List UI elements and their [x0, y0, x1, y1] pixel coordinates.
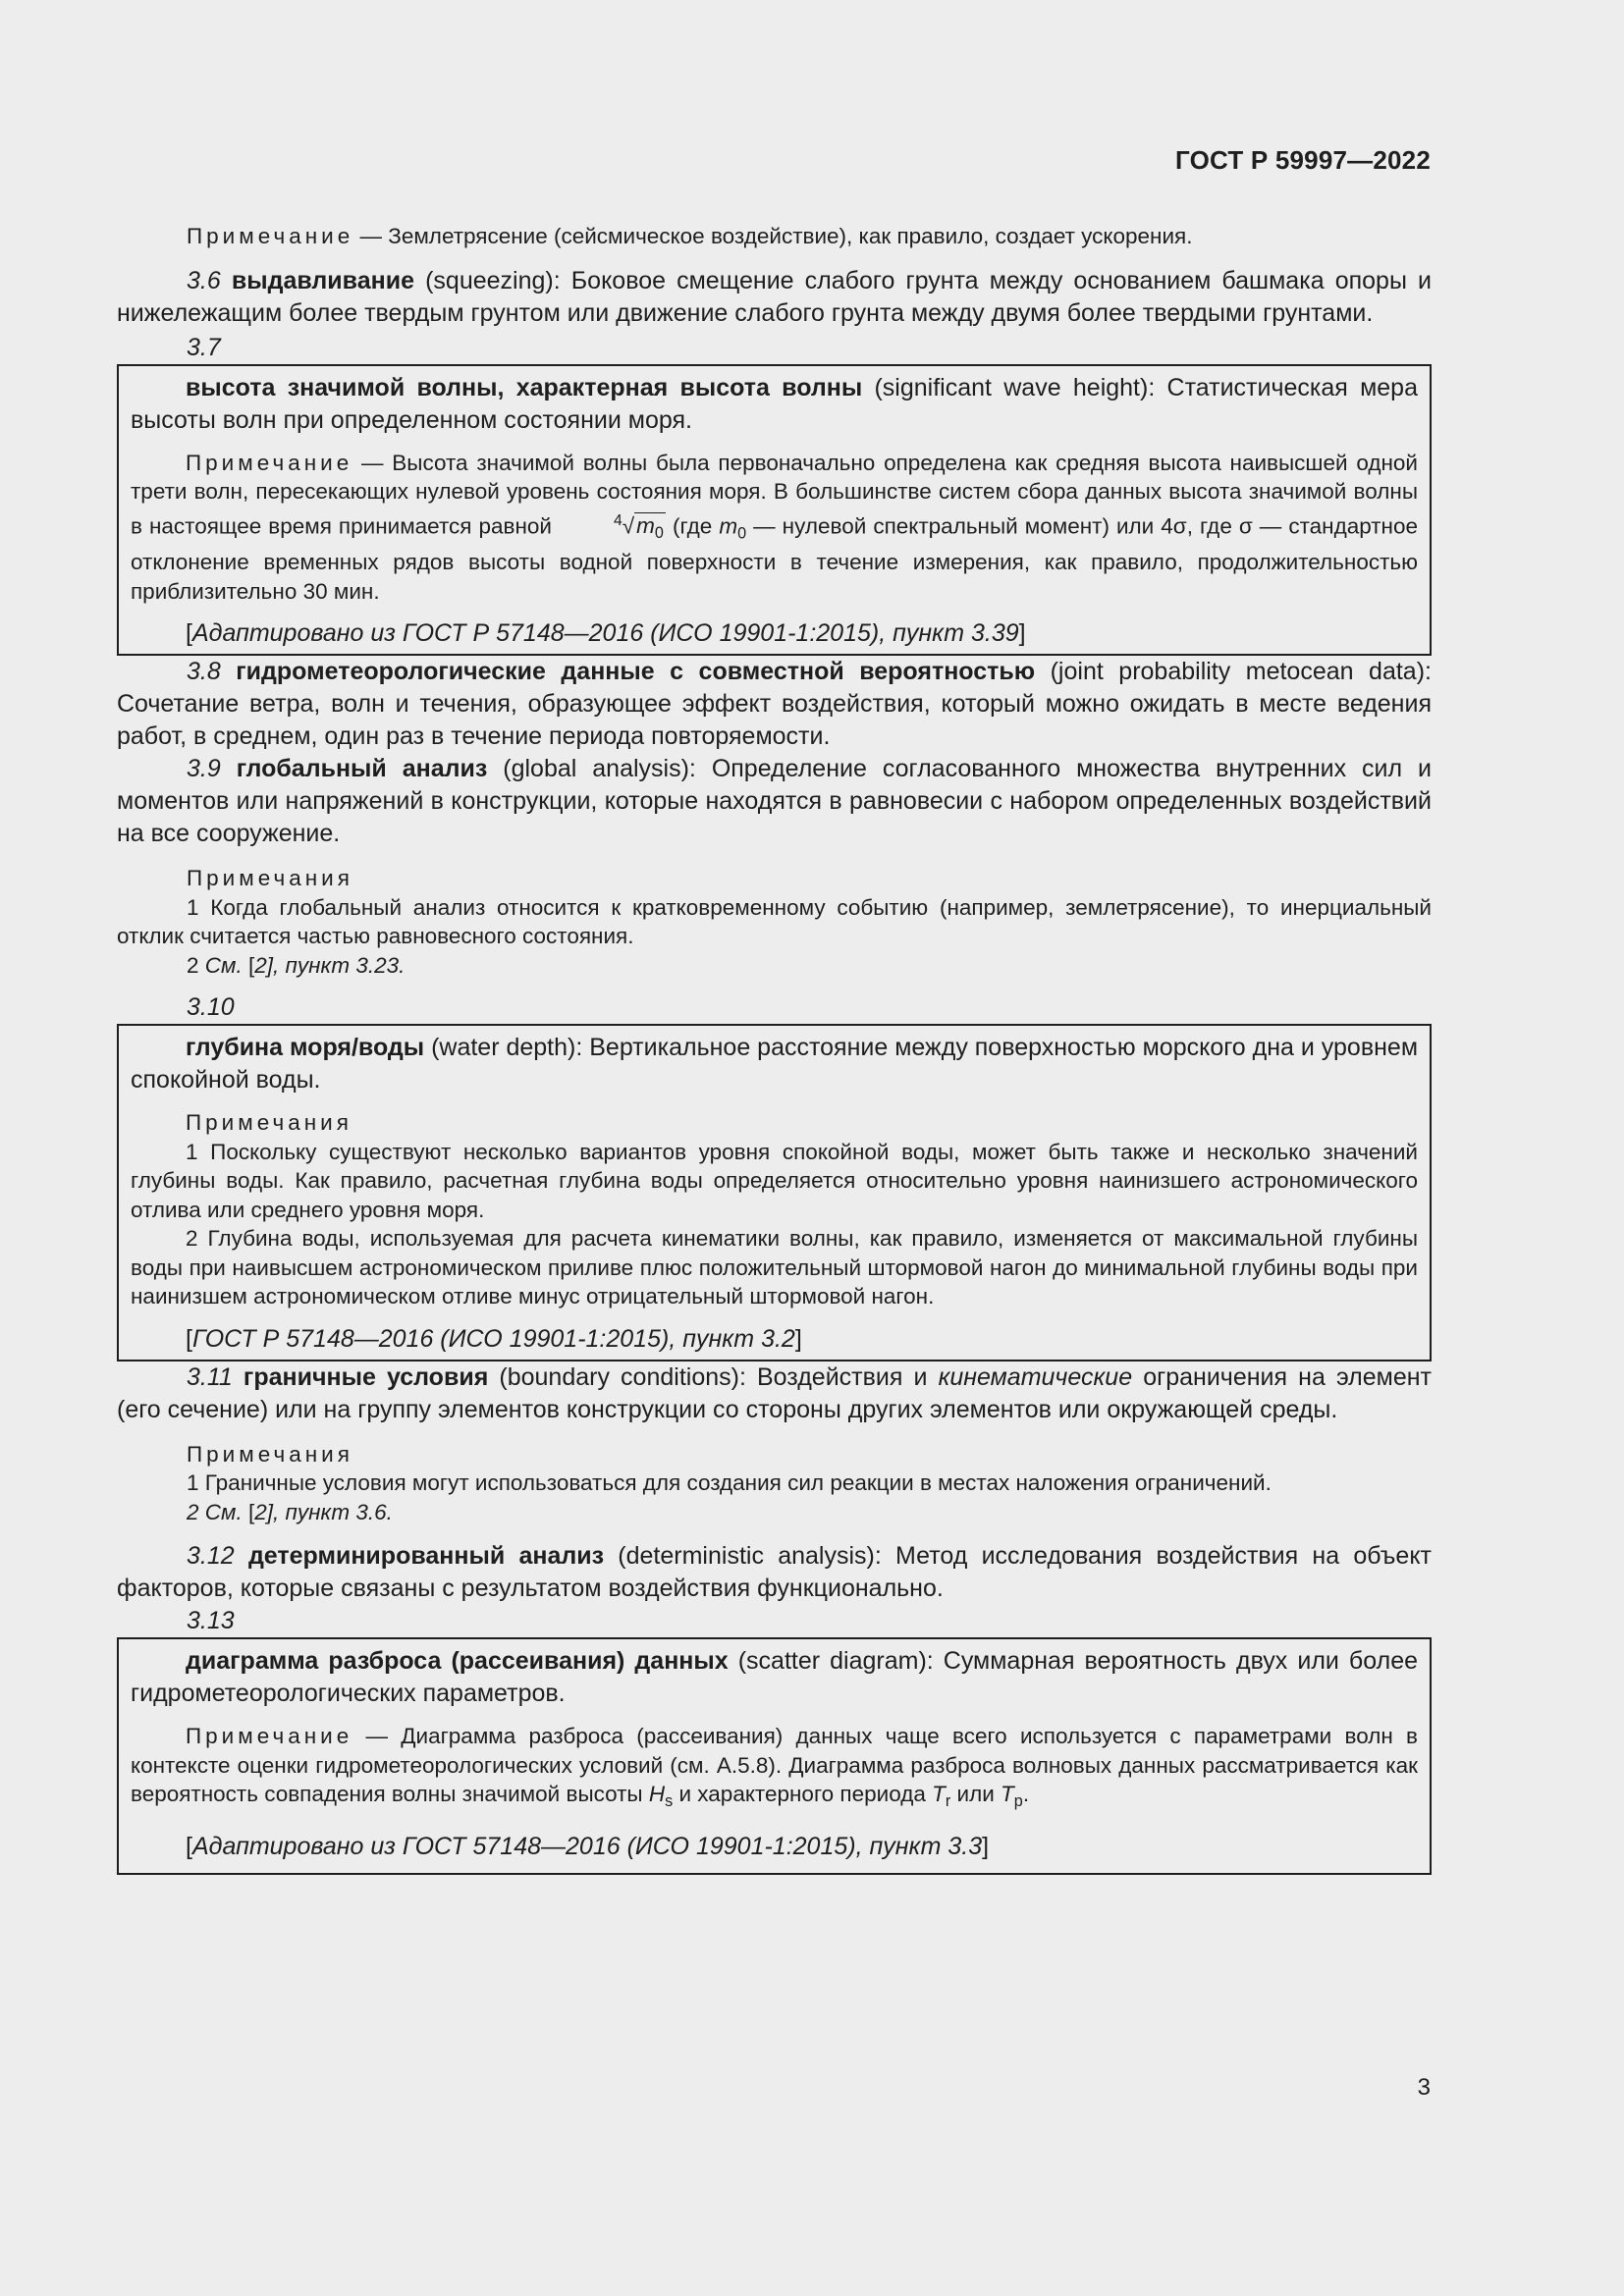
- note-3-10-2: 2 Глубина воды, используемая для расчета кинематики волны, как правило, изменяется от максимальной глубины воды при наивысшем астрономическом приливе плюс положительный штормовой нагон до минимальной глубины воды при наинизшем астрономическом отливе минус отрицательный штормовой нагон.: [131, 1226, 1418, 1309]
- page-number: 3: [1417, 2074, 1431, 2101]
- term-3-6: 3.6 выдавливание (squeezing): Боковое смещение слабого грунта между основанием башмака опоры и нижележащим более твердым грунтом или движение слабого грунта между двумя более твердыми грунтами.: [117, 266, 1432, 327]
- term-number-3-13: 3.13: [187, 1607, 235, 1635]
- document-header: ГОСТ Р 59997—2022: [1175, 145, 1431, 175]
- term-number-3-7: 3.7: [187, 333, 221, 361]
- notes-heading-3-11: Примечания: [187, 1441, 353, 1467]
- term-box-3-13: [117, 1637, 1432, 1874]
- note-3-11-1: 1 Граничные условия могут использоваться для создания сил реакции в местах наложения ограничений.: [187, 1470, 1272, 1496]
- term-3-7: высота значимой волны, характерная высота волны (significant wave height): Статистическая мера высоты волн при определенном состоянии моря.: [131, 373, 1418, 434]
- note-3-13: Примечание — Диаграмма разброса (рассеивания) данных чаще всего используется с параметрами волн в контексте оценки гидрометеорологических условий (см. А.5.8). Диаграмма разброса волновых данных рассматривается как вероятность совпадения волны значимой высоты $H_s$ и характерного периода $T_r$ или $T_p$.: [131, 1724, 1418, 1811]
- note-3-5: Примечание — Землетрясение (сейсмическое воздействие), как правило, создает ускорения.: [187, 224, 1193, 248]
- source-3-13: [Адаптировано из ГОСТ 57148—2016 (ИСО 19901-1:2015), пункт 3.3]: [186, 1832, 990, 1860]
- term-3-11: 3.11 граничные условия (boundary conditions): Воздействия и кинематические ограничения на элемент (его сечение) или на группу элементов конструкции со стороны других элементов или окружающей среды.: [117, 1362, 1433, 1423]
- term-3-9: 3.9 глобальный анализ (global analysis): Определение согласованного множества внутренних сил и моментов или напряжений в конструкции, которые находятся в равновесии с набором определенных воздействий на все сооружение.: [117, 755, 1433, 848]
- term-number-3-10: 3.10: [187, 993, 235, 1022]
- page-content: [117, 222, 1432, 1875]
- term-3-12: 3.12 детерминированный анализ (deterministic analysis): Метод исследования воздействия на объект факторов, которые связаны с результатом воздействия функционально.: [117, 1542, 1432, 1603]
- note-3-11-2: 2 См. [2], пункт 3.6.: [187, 1499, 393, 1524]
- source-3-10: [ГОСТ Р 57148—2016 (ИСО 19901-1:2015), пункт 3.2]: [186, 1324, 802, 1353]
- fourth-root-formula: $^4√m_0$: [614, 511, 664, 542]
- note-3-9-2: 2 См. [2], пункт 3.23.: [187, 952, 406, 978]
- term-box-3-7: [117, 364, 1432, 657]
- term-3-10: глубина моря/воды (water depth): Вертикальное расстояние между поверхностью морского дна и уровнем спокойной воды.: [131, 1034, 1419, 1095]
- term-3-8: 3.8 гидрометеорологические данные с совместной вероятностью (joint probability metocean data): Сочетание ветра, волн и течения, образующее эффект воздействия, который можно ожидать в месте ведения работ, в среднем, один раз в течение периода повторяемости.: [117, 658, 1432, 751]
- note-3-10-1: 1 Поскольку существуют несколько вариантов уровня спокойной воды, может быть также и несколько значений глубины воды. Как правило, расчетная глубина воды определяется относительно уровня наинизшего астрономического отлива или среднего уровня моря.: [131, 1139, 1418, 1222]
- notes-heading-3-9: Примечания: [187, 866, 353, 891]
- source-3-7: [Адаптировано из ГОСТ Р 57148—2016 (ИСО 19901-1:2015), пункт 3.39]: [186, 619, 1026, 648]
- note-3-9-1: 1 Когда глобальный анализ относится к кратковременному событию (например, землетрясение), то инерциальный отклик считается частью равновесного состояния.: [117, 894, 1432, 949]
- notes-heading-3-10: Примечания: [186, 1110, 352, 1136]
- term-3-13: диаграмма разброса (рассеивания) данных (scatter diagram): Суммарная вероятность двух или более гидрометеорологических параметров.: [131, 1647, 1418, 1708]
- note-3-7: Примечание — Высота значимой волны была первоначально определена как средняя высота наивысшей одной трети волн, пересекающих нулевой уровень состояния моря. В большинстве систем сбора данных высота значимой волны в настоящее время принимается равной $^4√m_0$ (где $m_0$ — нулевой спектральный момент) или 4σ, где σ — стандартное отклонение временных рядов высоты водной поверхности в течение измерения, как правило, продолжительностью приблизительно 30 мин.: [131, 450, 1418, 604]
- term-box-3-10: [117, 1024, 1432, 1362]
